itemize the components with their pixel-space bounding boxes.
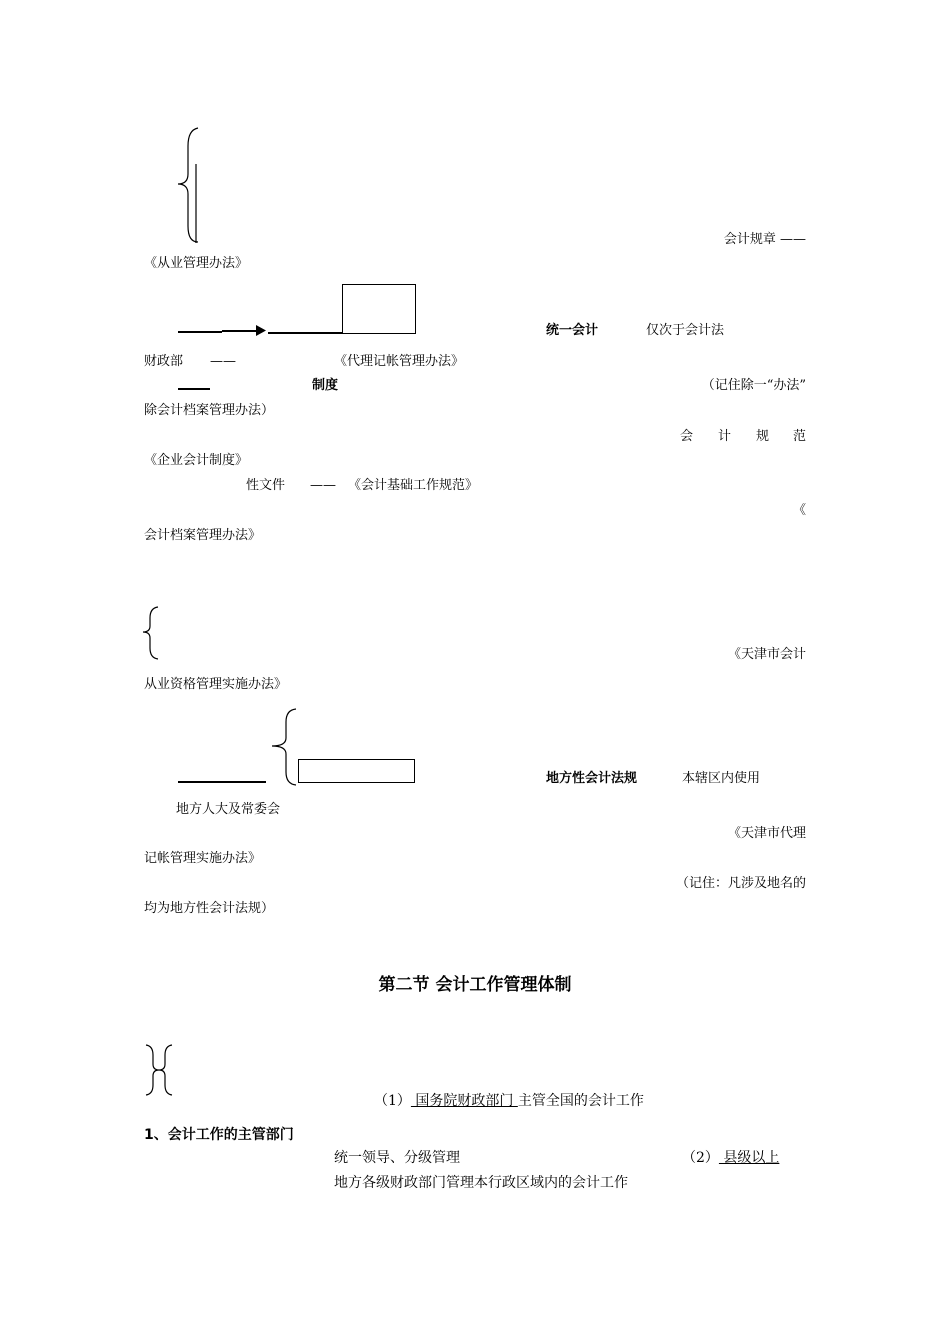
tianjin-agent-1: 《天津市代理 [727, 826, 806, 841]
norm-char-3: 规 [756, 429, 770, 444]
local-scope: 本辖区内使用 [682, 771, 761, 786]
unified-mgmt: 统一领导、分级管理 [334, 1150, 460, 1166]
norm-char-4: 范 [793, 429, 807, 444]
enterprise-system: 《企业会计制度》 [144, 453, 249, 468]
dash-mark: —— [210, 354, 236, 369]
local-congress: 地方人大及常委会 [176, 802, 281, 817]
section-title: 第二节 会计工作管理体制 [378, 975, 572, 995]
item1-line [374, 1093, 644, 1110]
rules-label: 会计规章 —— [723, 232, 806, 247]
main-heading: 1、会计工作的主管部门 [144, 1127, 294, 1143]
basic-work: 《会计基础工作规范》 [348, 478, 479, 493]
norm-char-2: 计 [718, 429, 732, 444]
diagram-box-2 [298, 759, 415, 783]
archive-except: 除会计档案管理办法） [144, 403, 275, 418]
item2-line [682, 1150, 779, 1167]
arrow-head-icon [256, 325, 268, 337]
item2-num: （2） [682, 1150, 719, 1166]
tianjin-agent-2: 记帐管理实施办法》 [144, 851, 262, 866]
tianjin-qual-1: 《天津市会计 [727, 647, 806, 662]
left-brace-icon-2 [142, 606, 162, 660]
item1-rest: 主管全国的会计工作 [517, 1093, 644, 1109]
connector-line-2 [268, 332, 342, 334]
connector-line [178, 331, 222, 333]
diagram-box [342, 284, 416, 334]
item1-num: （1） [374, 1093, 411, 1109]
double-brace-icon [142, 1044, 178, 1096]
open-quote: 《 [792, 503, 806, 518]
normative-doc: 性文件 [246, 478, 286, 493]
tianjin-qual-2: 从业资格管理实施办法》 [144, 677, 288, 692]
unified-label: 统一会计 [546, 323, 599, 338]
item2-underline: 县级以上 [718, 1150, 780, 1166]
left-brace-icon [176, 126, 200, 244]
dash-mark-2: —— [310, 478, 336, 493]
remember-note: （记住除一“办法” [701, 378, 806, 393]
local-label: 地方性会计法规 [546, 771, 638, 786]
local-note-end: 均为地方性会计法规） [144, 901, 275, 916]
norm-char-1: 会 [680, 429, 694, 444]
arrow-line [222, 330, 258, 332]
archive-rules: 会计档案管理办法》 [144, 528, 262, 543]
item2-rest: 地方各级财政部门管理本行政区域内的会计工作 [334, 1175, 628, 1191]
left-brace-icon-3 [268, 708, 300, 786]
item1-underline: 国务院财政部门 [410, 1093, 518, 1109]
agent-rules: 《代理记帐管理办法》 [334, 354, 465, 369]
short-line [178, 388, 210, 390]
practice-rules: 《从业管理办法》 [144, 256, 249, 271]
mof-label: 财政部 [144, 354, 184, 369]
local-line [178, 781, 266, 783]
remember-note-2: （记住：凡涉及地名的 [675, 876, 806, 891]
system-label: 制度 [312, 378, 339, 393]
second-only: 仅次于会计法 [646, 323, 725, 338]
